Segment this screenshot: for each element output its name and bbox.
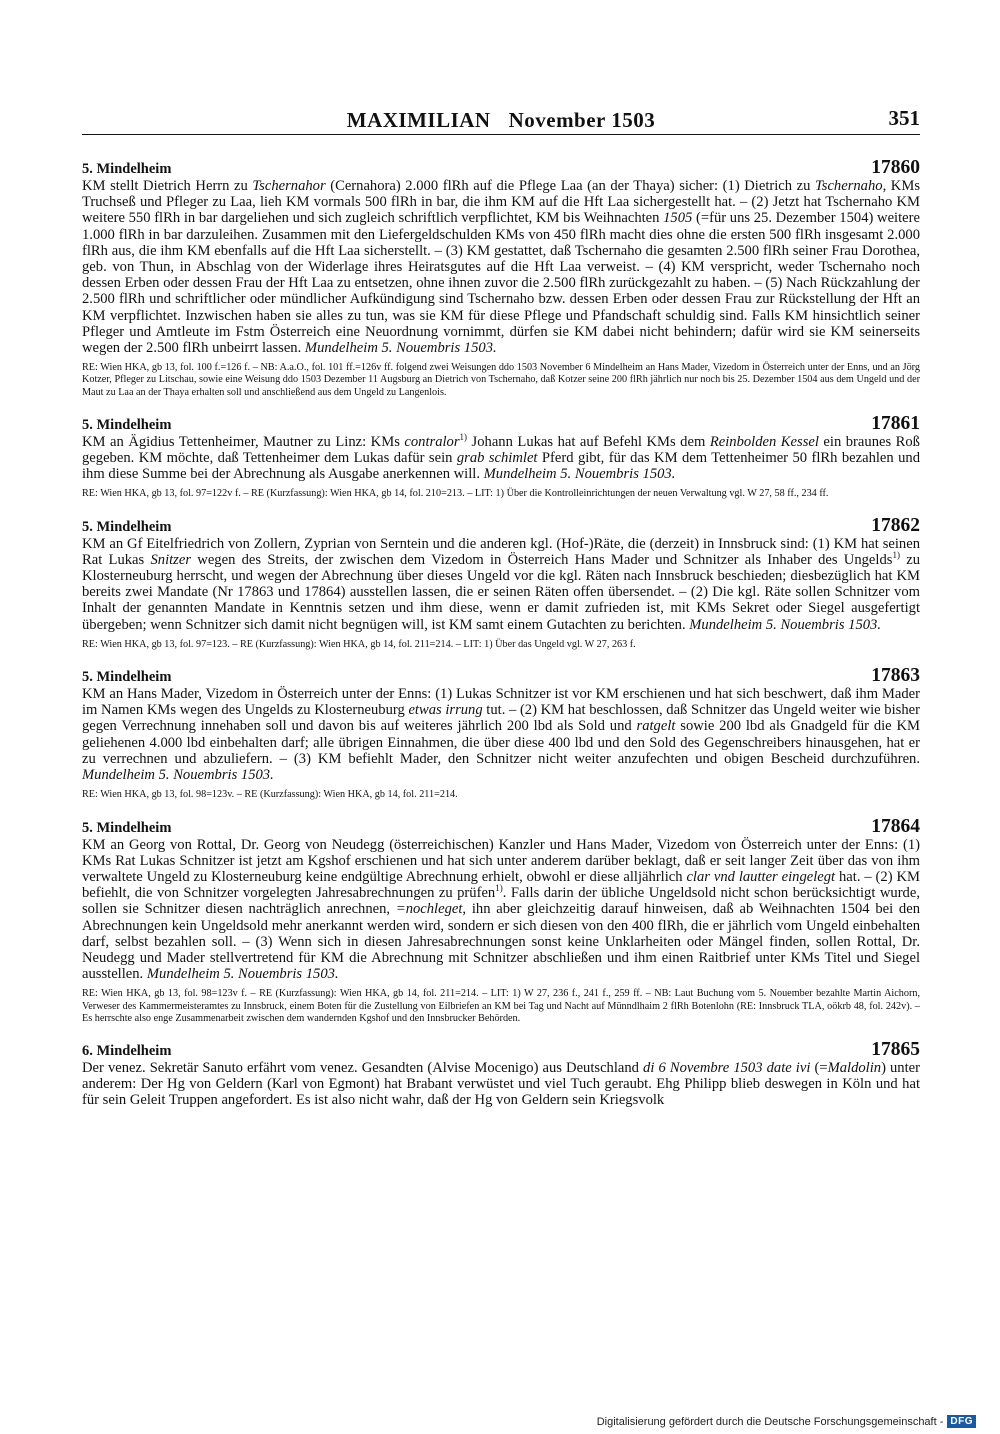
document-entry (82, 1039, 920, 1109)
entry-number: 17861 (871, 412, 920, 434)
document-entry (82, 413, 920, 501)
entry-body: Der venez. Sekretär Sanuto erfährt vom venez. Gesandten (Alvise Mocenigo) aus Deutschland di 6 Novembre 1503 date ivi (=Maldolin) unter anderem: Der Hg von Geldern (Karl von Egmont) hat Brabant verwüstet und viel Tuch geraubt. Ehg Philipp blieb deswegen in Köln und hat für sein Geleit Truppen angefordert. Es ist also nicht wahr, daß der Hg von Geldern sein Kriegsvolk (82, 1059, 920, 1109)
document-page (82, 100, 920, 1109)
entry-number: 17864 (871, 815, 920, 837)
entry-date: 5. Mindelheim (82, 416, 172, 433)
entry-date: 5. Mindelheim (82, 161, 172, 177)
entry-header (82, 1039, 920, 1060)
page-number: 351 (888, 106, 920, 130)
running-title (82, 108, 920, 133)
entry-date: 6. Mindelheim (82, 1042, 172, 1059)
document-entry (82, 515, 920, 651)
entry-header (82, 816, 920, 837)
entry-source-note: RE: Wien HKA, gb 13, fol. 98=123v f. – RE (Kurzfassung): Wien HKA, gb 14, fol. 211=214. – LIT: 1) W 27, 236 f., 241 f., 259 ff. – NB: Laut Buchung vom 5. Nouember bezahlte Martin Aichorn, Verweser des Kammermeisteramtes zu Innsbruck, einem Boten für die Zustellung von Eilbriefen an KM bei Tag und Nacht auf Münndlhaim 2 flRh Botenlohn (RE: Innsbruck TLA, oökrb 48, fol. 242v). – Es herrschte also enge Zusammenarbeit zwischen dem wandernden Kgshof und den Innsbrucker Behörden. (82, 988, 920, 1024)
entry-list (82, 157, 920, 1109)
footer-credit-text: Digitalisierung gefördert durch die Deutsche Forschungsgemeinschaft - (596, 1415, 944, 1428)
entry-header (82, 157, 920, 178)
running-head (82, 100, 920, 135)
entry-number: 17862 (871, 514, 920, 536)
document-entry (82, 816, 920, 1025)
running-title-date: November 1503 (508, 108, 656, 132)
entry-source-note: RE: Wien HKA, gb 13, fol. 100 f.=126 f. – NB: A.a.O., fol. 101 ff.=126v ff. folgend zwei Weisungen ddo 1503 November 6 Mindelheim an Hans Mader, Vizedom in Österreich unter der Enns, und an Jörg Kotzer, Pfleger zu Litschau, sowie eine Weisung ddo 1503 Dezember 11 Augsburg an Dietrich von Tschernaho, daß Kotzer seine 200 flRh jährlich nur noch bis 25. Dezember 1504 aus dem Ungeld und der Maut zu Laa an der Thaya erhalten soll und anschließend aus dem Ungeld zu Langenlois. (82, 362, 920, 398)
entry-header (82, 515, 920, 536)
entry-body: KM an Ägidius Tettenheimer, Mautner zu Linz: KMs contralor$^{1)}$ Johann Lukas hat auf Befehl KMs dem Reinbolden Kessel ein braunes Roß gegeben. KM möchte, daß Tettenheimer dem Lukas dafür sein grab schimlet Pferd gibt, für das KM dem Tettenheimer 50 flRh bezahlen und ihm diese Summe bei der Abrechnung als Ausgabe anerkennen will. Mundelheim 5. Nouembris 1503. (82, 431, 921, 483)
entry-source-note: RE: Wien HKA, gb 13, fol. 97=123. – RE (Kurzfassung): Wien HKA, gb 14, fol. 211=214. – LIT: 1) Über das Ungeld vgl. W 27, 263 f. (82, 638, 636, 650)
footer-credit (597, 1415, 976, 1428)
running-title-name: MAXIMILIAN (346, 108, 491, 132)
entry-body: KM an Georg von Rottal, Dr. Georg von Neudegg (österreichischen) Kanzler und Hans Mader, Vizedom von Österreich unter der Enns: (1) KMs Rat Lukas Schnitzer ist jetzt am Kgshof erschienen und hat sich unter anderem darüber beklagt, daß er seit langer Zeit über das von ihm verwaltete Ungeld zu Klosterneuburg keine endgültige Abrechnung erhielt, obwohl er diese alljährlich clar vnd lautter eingelegt hat. – (2) KM befiehlt, die von Schnitzer vorgelegten Jahresabrechnungen zu prüfen$^{1)}$. Falls darin der übliche Ungeldsold nicht schon berücksichtigt wurde, sollen sie Schnitzer diesen nachträglich anrechnen, =nochleget, ihn aber gleichzeitig darauf hinweisen, daß ab Weihnachten 1504 bei den Abrechnungen kein Ungeldsold mehr anerkannt werden wird, sondern er sich diesen von den 400 flRh, die er jährlich vom Ungeld einbehalten darf, selbst bezahlen soll. – (3) Wenn sich in diesen Jahresabrechnungen sonst keine Unklarheiten oder Mängel finden, sollen Rottal, Dr. Neudegg und Mader stellvertretend für KM die Abrechnung mit Schnitzer abschließen und ihm einen Raitbrief unter KMs Titel und Siegel ausstellen. Mundelheim 5. Nouembris 1503. (82, 836, 920, 983)
entry-date: 5. Mindelheim (82, 819, 172, 836)
dfg-logo-icon: DFG (947, 1415, 976, 1428)
entry-date: 5. Mindelheim (82, 669, 172, 686)
entry-body: KM stellt Dietrich Herrn zu Tschernahor (Cernahora) 2.000 flRh auf die Pflege Laa (an der Thaya) sicher: (1) Dietrich zu Tschernaho, KMs Truchseß und Pfleger zu Laa, lieh KM vormals 500 flRh in bar, die ihm KM auf die Hft Laa sichergestellt hat. – (2) Jetzt hat Tschernaho KM weitere 550 flRh in bar dargeliehen und sich zugleich schriftlich verpflichtet, KM bis Weihnachten 1505 (=für uns 25. Dezember 1504) weitere 1.000 flRh in bar darzuleihen. Zusammen mit den Liefergeldschulden KMs von 450 flRh macht dies ohne die ersten 500 flRh insgesamt 2.000 flRh aus, die ihm KM ebenfalls auf die Hft Laa sicherstellt. – (3) KM gestattet, daß Tschernaho die gesamten 2.500 flRh seiner Frau Dorothea, geb. von Thun, in Abschlag von der Widerlage ihres Heiratsgutes auf die Hft Laa verweist. – (4) KM verspricht, weder Tschernaho noch dessen Erben oder dessen Frau der Hft Laa zu entsetzen, ohne ihnen zuvor die 2.500 flRh zurückgezahlt zu haben. – (5) Nach Rückzahlung der 2.500 flRh und schriftlicher oder mündlicher Aufkündigung sind Tschernaho bzw. dessen Erben oder dessen Frau zur Rückstellung der Hft an KM verpflichtet. Inzwischen haben sie alles zu tun, was sie KM für diese Pflege und Pfandschaft schuldig sind. Falls KM hinsichtlich seiner Pfleger und Amtleute im Fstm Österreich eine Neuordnung vornimmt, dürfen sie KM dabei nicht behindern; dafür wird sie KM seinerseits wegen der 2.500 flRh unbeirrt lassen. Mundelheim 5. Nouembris 1503. (82, 178, 920, 357)
entry-source-note: RE: Wien HKA, gb 13, fol. 98=123v. – RE (Kurzfassung): Wien HKA, gb 14, fol. 211=214. (82, 789, 458, 801)
entry-source-note: RE: Wien HKA, gb 13, fol. 97=122v f. – RE (Kurzfassung): Wien HKA, gb 14, fol. 210=213. – LIT: 1) Über die Kontrolleinrichtungen der neuen Verwaltung vgl. W 27, 58 ff., 234 ff. (82, 488, 829, 500)
entry-body: KM an Gf Eitelfriedrich von Zollern, Zyprian von Serntein und die anderen kgl. (Hof-)Räte, die (derzeit) in Innsbruck sind: (1) KM hat seinen Rat Lukas Snitzer wegen des Streits, der zwischen dem Vizedom in Österreich Hans Mader und Schnitzer als Inhaber des Ungelds$^{1)}$ zu Klosterneuburg herrscht, und wegen der Abrechnung über dieses Ungeld vor die kgl. Räten nach Innsbruck beschieden; diesbezüglich hat KM bereits zwei Mandate (Nr 17863 und 17864) ausstellen lassen, die er seinen Räten offen übersendet. – (2) Die kgl. Räte sollen Schnitzer vom Inhalt der genannten Mandate in Kenntnis setzen und ihm diese, wenn er damit zufrieden ist, mit KMs Sekret oder Siegel ausgefertigt übergeben; wenn Schnitzer sich damit nicht begnügen will, ist KM samt einem Gutachten zu berichten. Mundelheim 5. Nouembris 1503. (82, 535, 920, 633)
entry-header (82, 665, 920, 686)
entry-header (82, 413, 920, 434)
entry-body: KM an Hans Mader, Vizedom in Österreich unter der Enns: (1) Lukas Schnitzer ist vor KM erschienen und hat sich beschwert, daß ihm Mader im Namen KMs wegen des Ungelds zu Klosterneuburg etwas irrung tut. – (2) KM hat beschlossen, daß Schnitzer das Ungeld weiter wie bisher gegen Verrechnung innehaben soll und davon bis auf weiteres jährlich 200 lbd als Sold und ratgelt sowie 200 lbd als Gnadgeld für die KM geliehenen 4.000 lbd einbehalten darf; alle übrigen Einnahmen, die über diese 400 lbd und den Sold des Gegenschreibers hinausgehen, hat er zu verrechnen und abzuliefern. – (3) KM befiehlt Mader, den Schnitzer nicht weiter anzufechten und obigen Bescheid durchzuführen. Mundelheim 5. Nouembris 1503. (82, 686, 920, 784)
document-entry (82, 157, 920, 399)
document-entry (82, 665, 920, 801)
entry-number: 17863 (871, 665, 920, 687)
entry-date: 5. Mindelheim (82, 518, 172, 535)
entry-number: 17860 (871, 157, 920, 178)
entry-number: 17865 (871, 1038, 920, 1060)
